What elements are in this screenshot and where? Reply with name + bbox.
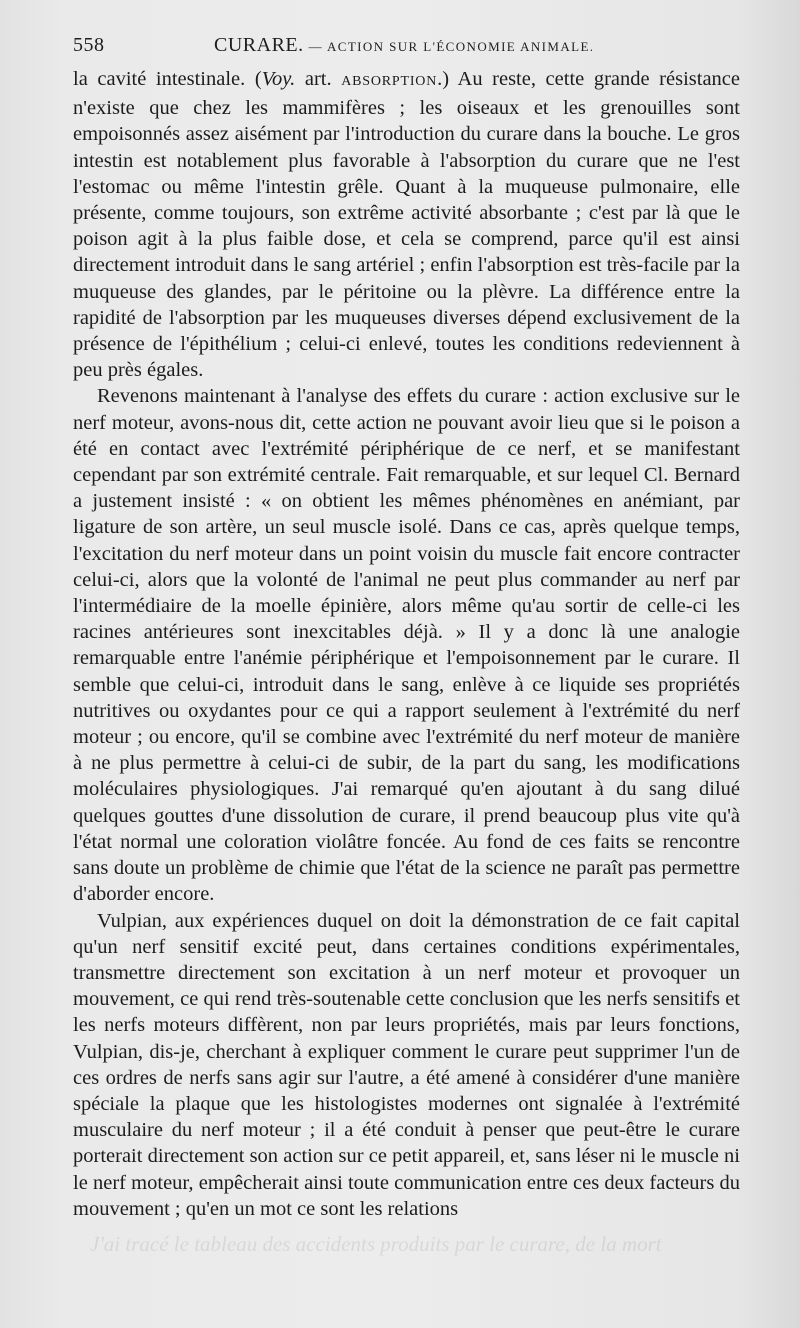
running-title-main: CURARE. (214, 34, 304, 56)
paragraph-1-body: .) Au reste, cette grande résistance n'existe que chez les mammifères ; les oiseaux et les grenouilles sont empoisonnés assez aisément par l'introduction du curare dans la bouche. Le gros intestin est notablement plus favorable à l'absorption du curare que ne l'est l'estomac ou même l'intestin grêle. Quant à la muqueuse pulmonaire, elle présente, comme toujours, son extrême activité absorbante ; c'est par là que le poison agit à la plus faible dose, et cela se comprend, parce qu'il est ainsi directement introduit dans le sang artériel ; enfin l'absorption est très-facile par la muqueuse des glandes, par le péritoine ou la plèvre. La différence entre la rapidité de l'absorption par les muqueuses diverses dépend exclusivement de la présence de l'épithélium ; celui-ci enlevé, toutes les conditions redeviennent à peu près égales. (73, 68, 741, 382)
paragraph-1 (73, 66, 740, 383)
running-title (214, 34, 594, 57)
paragraph-2: Revenons maintenant à l'analyse des effets du curare : action exclusive sur le nerf moteur, avons-nous dit, cette action ne pouvant avoir lieu que si le poison a été en contact avec l'extrémité périphérique de ce nerf, et se manifestant cependant par son extrémité centrale. Fait remarquable, et sur lequel Cl. Bernard a justement insisté : « on obtient les mêmes phénomènes en anémiant, par ligature de son artère, un seul muscle isolé. Dans ce cas, après quelque temps, l'excitation du nerf moteur dans un point voisin du muscle fait encore contracter celui-ci, alors que la volonté de l'animal ne peut plus commander au nerf par l'intermédiaire de la moelle épinière, alors même qu'au sortir de celle-ci les racines antérieures sont inexcitables déjà. » Il y a donc là une analogie remarquable entre l'anémie périphérique et l'empoisonnement par le curare. Il semble que celui-ci, introduit dans le sang, enlève à ce liquide ses propriétés nutritives ou oxydantes pour ce qui a rapport seulement à l'extrémité du nerf moteur ; ou encore, qu'il se combine avec l'extrémité du nerf moteur de manière à ne plus permettre à celui-ci de subir, de la part du sang, les modifications moléculaires physiologiques. J'ai remarqué qu'en ajoutant à du sang dilué quelques gouttes d'une dissolution de curare, il prend beaucoup plus vite qu'à l'état normal une coloration violâtre foncée. Au fond de ces faits se rencontre sans doute un problème de chimie que l'état de la science ne paraît pas permettre d'aborder encore. (73, 385, 740, 906)
reference-voy: Voy. (261, 68, 296, 90)
paragraph-3: Vulpian, aux expériences duquel on doit la démonstration de ce fait capital qu'un nerf sensitif excité peut, dans certaines conditions expérimentales, transmettre directement son excitation à un nerf moteur et provoquer un mouvement, ce qui rend très-soutenable cette conclusion que les nerfs sensitifs et les nerfs moteurs diffèrent, non par leurs propriétés, mais par leurs fonctions, Vulpian, dis-je, cherchant à expliquer comment le curare peut supprimer l'un de ces ordres de nerfs sans agir sur l'autre, a été amené à considérer d'une manière spéciale la plaque que les histologistes modernes ont signalée à l'extrémité musculaire du nerf moteur ; il a été conduit à penser que peut-être le curare porterait directement son action sur ce petit appareil, et, sans léser ni le muscle ni le nerf moteur, empêcherait ainsi toute communication entre ces deux facteurs du mouvement ; qu'en un mot ce sont les relations (73, 909, 740, 1220)
reference-art: art. (295, 68, 342, 90)
bleed-through-text: J'ai tracé le tableau des accidents produits par le curare, de la mort (90, 1232, 662, 1256)
page-number: 558 (73, 34, 105, 56)
reference-absorption: ABSORPTION (341, 74, 438, 89)
body-text (73, 66, 740, 1222)
paragraph-1-lead: la cavité intestinale. ( (73, 68, 262, 90)
running-title-sub: — ACTION SUR L'ÉCONOMIE ANIMALE. (308, 39, 595, 54)
running-header (73, 34, 743, 62)
